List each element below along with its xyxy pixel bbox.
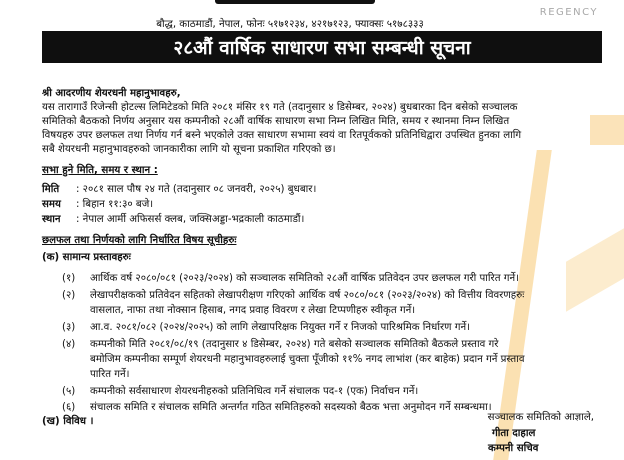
agenda-item-number: (१) bbox=[62, 273, 76, 284]
agenda-item-number: (२) bbox=[62, 290, 76, 301]
salutation: श्री आदरणीय शेयरधनी महानुभावहरु, bbox=[42, 88, 181, 99]
agenda-item-line: कम्पनीको मिति २०८१/०८/१९ (तदानुसार ४ डिसेम्बर, २०२४) गते बसेको सञ्चालक समितिको बैठकले प्रस्ताव गरे bbox=[90, 339, 499, 350]
agenda-item-number: (५) bbox=[62, 386, 76, 397]
agenda-item-line: आर्थिक वर्ष २०८०/०८१ (२०२३/२०२४) को सञ्चालक समितिको २८औं वार्षिक प्रतिवेदन उपर छलफल गरी पारित गर्ने। bbox=[90, 273, 520, 284]
header-logo-fragment bbox=[215, 0, 375, 4]
agenda-item-line: पारित गर्ने। bbox=[90, 369, 130, 380]
signatory-name: गीता दाहाल bbox=[492, 428, 536, 439]
agenda-item-line: संचालक समिति र संचालक समिति अन्तर्गत गठित समितिहरुको सदस्यको बैठक भत्ता अनुमोदन गर्ने सम्बन्धमा। bbox=[90, 402, 492, 413]
agenda-item-number: (६) bbox=[62, 402, 76, 413]
agenda-item-line: बमोजिम कम्पनीका सम्पूर्ण शेयरधनी महानुभावहरुलाई चुक्ता पूँजीको ११% नगद लाभांश (कर बाहेक) प्रदान गर्ने प्रस्ताव bbox=[90, 354, 525, 365]
meeting-time-label: समय bbox=[42, 199, 61, 210]
agenda-item-number: (४) bbox=[62, 339, 76, 350]
agenda-item-line: कम्पनीको सर्वसाधारण शेयरधनीहरुको प्रतिनिधित्व गर्ने संचालक पद-१ (एक) निर्वाचन गर्ने। bbox=[90, 386, 419, 397]
watermark-stroke bbox=[590, 115, 624, 145]
company-address: बौद्ध, काठमाडौं, नेपाल, फोनः ५१७१२३४, ४२१७१२३, फ्याक्सः ५१७८३३३ bbox=[156, 19, 424, 30]
agenda-item-line: वासलात, नाफा तथा नोक्सान हिसाब, नगद प्रवाह विवरण र लेखा टिप्पणीहरु स्वीकृत गर्ने। bbox=[90, 305, 416, 316]
meeting-date-row bbox=[42, 181, 316, 195]
intro-line: सबै शेयरधनी महानुभावहरुको जानकारीका लागि यो सूचना प्रकाशित गरिएको छ। bbox=[42, 144, 336, 155]
general-proposals-heading: (क) सामान्य प्रस्तावहरुः bbox=[42, 252, 131, 263]
watermark-stroke bbox=[566, 228, 624, 311]
meeting-venue-row bbox=[42, 211, 304, 225]
intro-line: समितिको बैठकको निर्णय अनुसार यस कम्पनीको २८औं वार्षिक साधारण सभा निम्न लिखित मिति, समय र स्थानमा निम्न लिखित bbox=[42, 116, 510, 127]
meeting-date-label: मिति bbox=[42, 184, 60, 195]
meeting-venue-label: स्थान bbox=[42, 214, 61, 225]
agenda-heading: छलफल तथा निर्णयको लागि निर्धारित विषय सूचीहरुः bbox=[42, 235, 237, 246]
meeting-heading: सभा हुने मिति, समय र स्थान : bbox=[42, 165, 158, 176]
intro-line: विषयहरु उपर छलफल तथा निर्णय गर्न बस्ने भएकोले उक्त साधारण सभामा स्वयं वा रितपूर्वकको प्रतिनिधिद्वारा उपस्थित हुनका लागि bbox=[42, 130, 522, 141]
meeting-time-value: : बिहान ११:३० बजे। bbox=[76, 199, 154, 210]
meeting-venue-value: : नेपाल आर्मी अफिसर्स क्लब, जक्सिअड्डा-भद्रकाली काठमाडौं। bbox=[76, 214, 305, 225]
agenda-item-line: लेखापरीक्षकको प्रतिवेदन सहितको लेखापरीक्षण गरिएको आर्थिक वर्ष २०८०/०८१ (२०२३/२०२४) को वित्तीय विवरणहरुः bbox=[90, 290, 525, 301]
meeting-date-value: : २०८१ साल पौष २४ गते (तदानुसार ०८ जनवरी, २०२५) बुधबार। bbox=[76, 184, 317, 195]
meeting-time-row bbox=[42, 196, 153, 210]
notice-title: २८औं वार्षिक साधारण सभा सम्बन्धी सूचना bbox=[42, 31, 602, 63]
signatory-designation: कम्पनी सचिव bbox=[488, 443, 539, 454]
intro-line: यस तारागाउँ रिजेन्सी होटल्स लिमिटेडको मिति २०८१ मंसिर १९ गते (तदानुसार ४ डिसेम्बर, २०२४) बुधबारका दिन बसेको सञ्चालक bbox=[42, 102, 518, 113]
signature-order: सञ्चालक समितिको आज्ञाले, bbox=[487, 412, 594, 423]
agenda-item-line: आ.व. २०८१/०८२ (२०२४/२०२५) को लागि लेखापरिक्षक नियुक्त गर्ने र निजको पारिश्रमिक निर्धारण गर्ने। bbox=[90, 322, 470, 333]
agenda-item-number: (३) bbox=[62, 322, 76, 333]
misc-heading: (ख) विविध । bbox=[42, 416, 94, 427]
brand-name: REGENCY bbox=[539, 7, 598, 18]
